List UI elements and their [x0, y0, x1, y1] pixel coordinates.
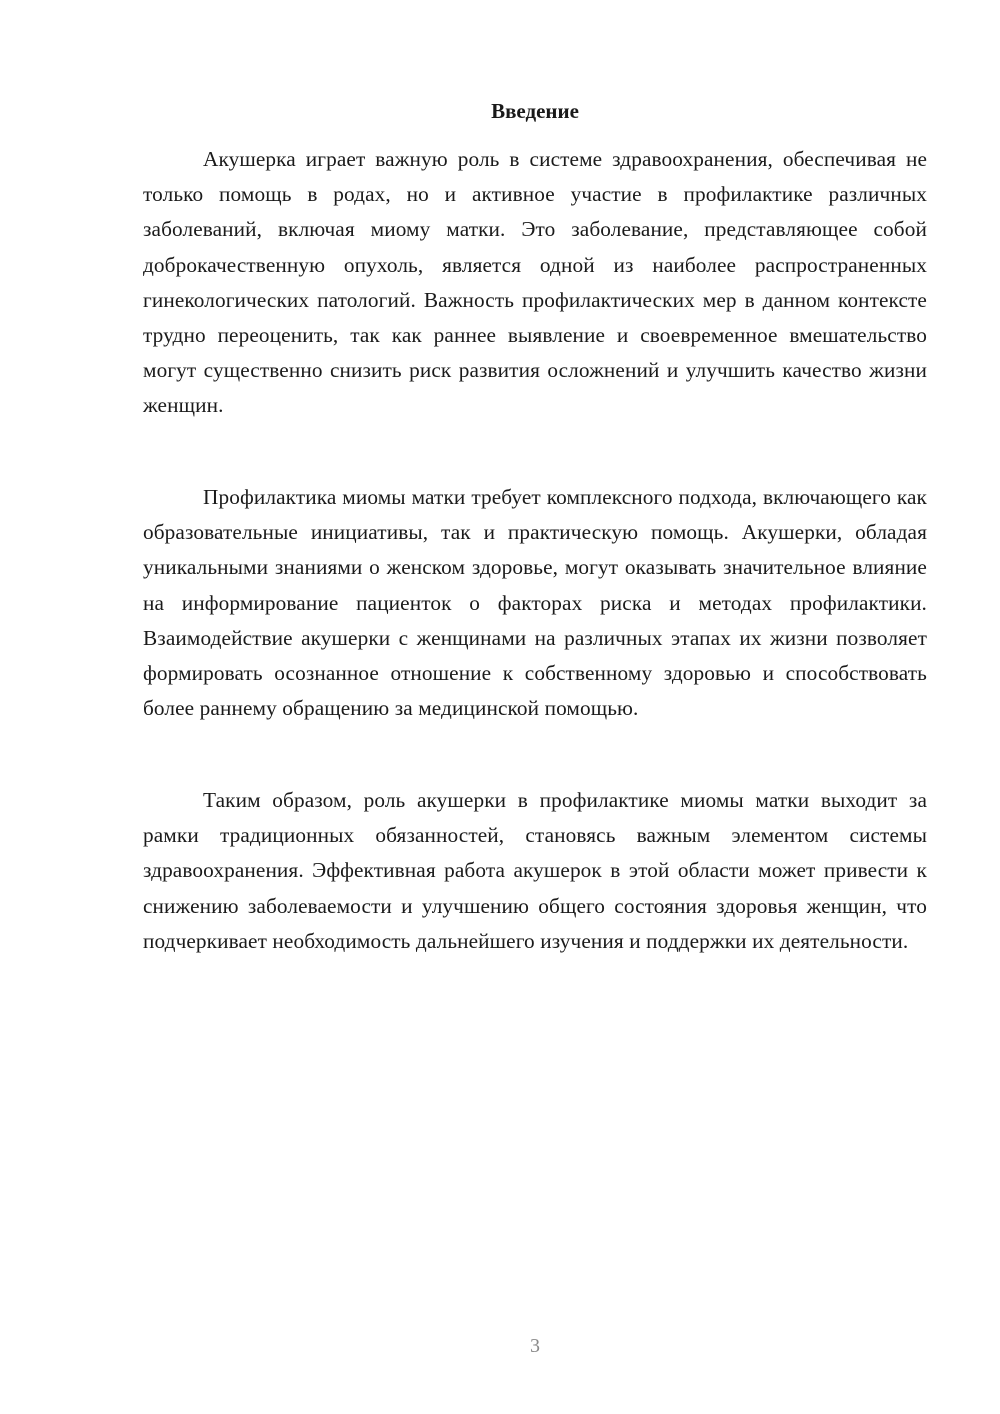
paragraph-introduction-2: Профилактика миомы матки требует комплексного подхода, включающего как образовательные инициативы, так и практическую помощь. Акушерки, обладая уникальными знаниями о женском здоровье, могут оказывать значительное влияние на информирование пациенток о факторах риска и методах профилактики. Взаимодействие акушерки с женщинами на различных этапах их жизни позволяет формировать осознанное отношение к собственному здоровью и способствовать более раннему обращению за медицинской помощью. [143, 485, 927, 721]
paragraph-introduction-3: Таким образом, роль акушерки в профилактике миомы матки выходит за рамки традиционных обязанностей, становясь важным элементом системы здравоохранения. Эффективная работа акушерок в этой области может привести к снижению заболеваемости и улучшению общего состояния здоровья женщин, что подчеркивает необходимость дальнейшего изучения и поддержки их деятельности. [143, 788, 927, 953]
paragraph-block [143, 783, 927, 959]
page-title: Введение [491, 99, 579, 123]
paragraph-block [143, 142, 927, 424]
paragraph-block [143, 480, 927, 726]
paragraph-introduction-1: Акушерка играет важную роль в системе здравоохранения, обеспечивая не только помощь в родах, но и активное участие в профилактике различных заболеваний, включая миому матки. Это заболевание, представляющее собой доброкачественную опухоль, является одной из наиболее распространенных гинекологических патологий. Важность профилактических мер в данном контексте трудно переоценить, так как раннее выявление и своевременное вмешательство могут существенно снизить риск развития осложнений и улучшить качество жизни женщин. [143, 147, 927, 418]
page-number: 3 [530, 1335, 540, 1357]
